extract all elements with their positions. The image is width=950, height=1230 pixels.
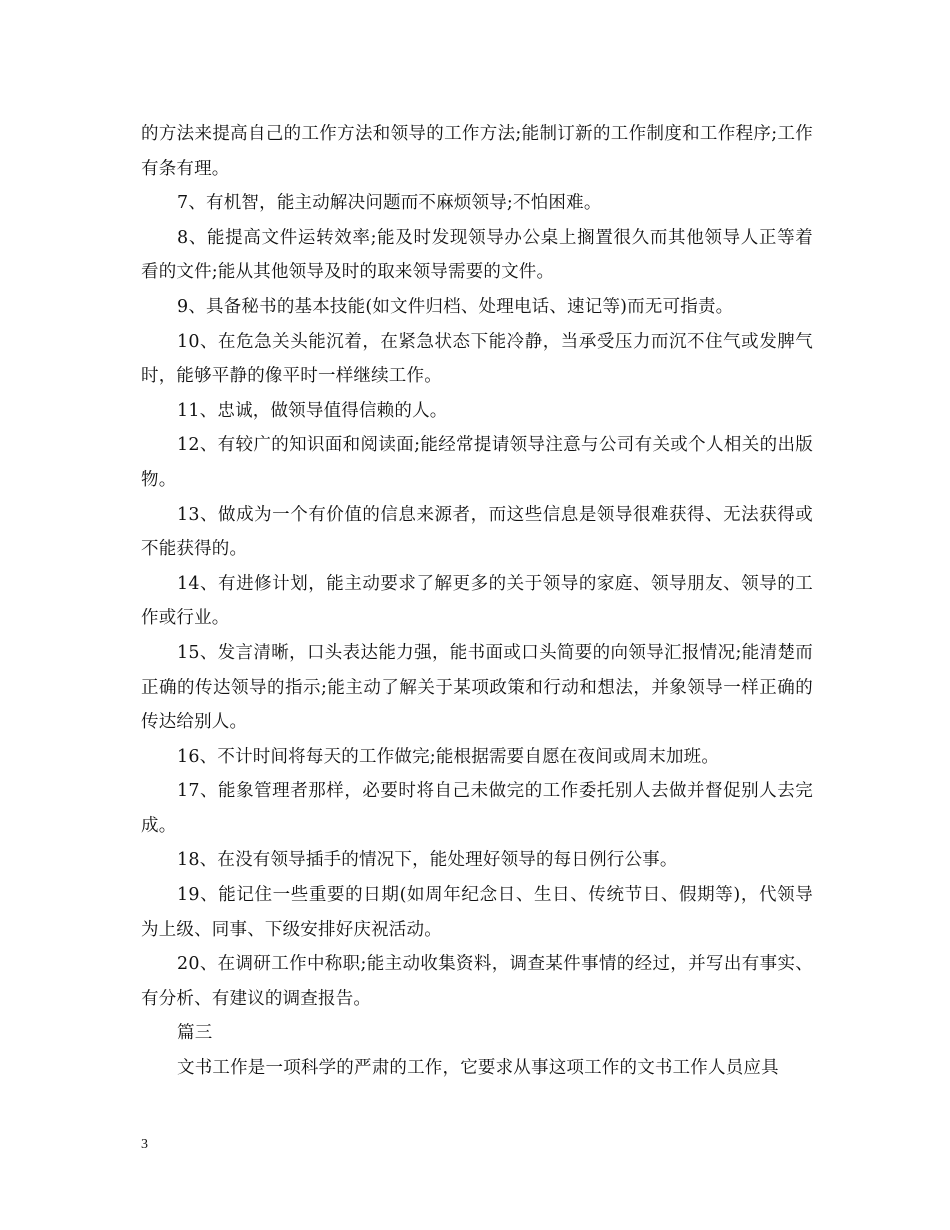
document-body — [141, 117, 813, 1086]
paragraph-item-12: 12、有较广的知识面和阅读面;能经常提请领导注意与公司有关或个人相关的出版物。 — [141, 435, 813, 490]
paragraph-item-13: 13、做成为一个有价值的信息来源者，而这些信息是领导很难获得、无法获得或不能获得的。 — [141, 504, 813, 560]
paragraph-section-intro: 文书工作是一项科学的严肃的工作，它要求从事这项工作的文书工作人员应具 — [177, 1058, 779, 1079]
paragraph-item-15: 15、发言清晰，口头表达能力强，能书面或口头简要的向领导汇报情况;能清楚而正确的传达领导的指示;能主动了解关于某项政策和行动和想法，并象领导一样正确的传达给别人。 — [141, 642, 813, 733]
paragraph-item-14: 14、有进修计划，能主动要求了解更多的关于领导的家庭、领导朋友、领导的工作或行业。 — [141, 573, 813, 629]
section-heading: 篇三 — [177, 1023, 213, 1044]
paragraph-item-20: 20、在调研工作中称职;能主动收集资料，调查某件事情的经过，并写出有事实、有分析、有建议的调查报告。 — [141, 954, 813, 1009]
paragraph-item-19: 19、能记住一些重要的日期(如周年纪念日、生日、传统节日、假期等)，代领导为上级、同事、下级安排好庆祝活动。 — [141, 885, 813, 940]
paragraph-item-9: 9、具备秘书的基本技能(如文件归档、处理电话、速记等)而无可指责。 — [177, 296, 734, 317]
page-number: 3 — [141, 1137, 148, 1152]
paragraph-continuation: 的方法来提高自己的工作方法和领导的工作方法;能制订新的工作制度和工作程序;工作有条有理。 — [141, 124, 813, 179]
paragraph-item-11: 11、忠诚，做领导值得信赖的人。 — [177, 400, 448, 421]
paragraph-item-18: 18、在没有领导插手的情况下，能处理好领导的每日例行公事。 — [177, 850, 678, 871]
paragraph-item-17: 17、能象管理者那样，必要时将自己未做完的工作委托别人去做并督促别人去完成。 — [141, 781, 813, 836]
paragraph-item-7: 7、有机智，能主动解决问题而不麻烦领导;不怕困难。 — [177, 193, 602, 214]
paragraph-item-16: 16、不计时间将每天的工作做完;能根据需要自愿在夜间或周末加班。 — [177, 746, 720, 767]
paragraph-item-8: 8、能提高文件运转效率;能及时发现领导办公桌上搁置很久而其他领导人正等着看的文件;能从其他领导及时的取来领导需要的文件。 — [141, 227, 813, 283]
paragraph-item-10: 10、在危急关头能沉着，在紧急状态下能冷静，当承受压力而沉不住气或发脾气时，能够平静的像平时一样继续工作。 — [141, 331, 813, 387]
